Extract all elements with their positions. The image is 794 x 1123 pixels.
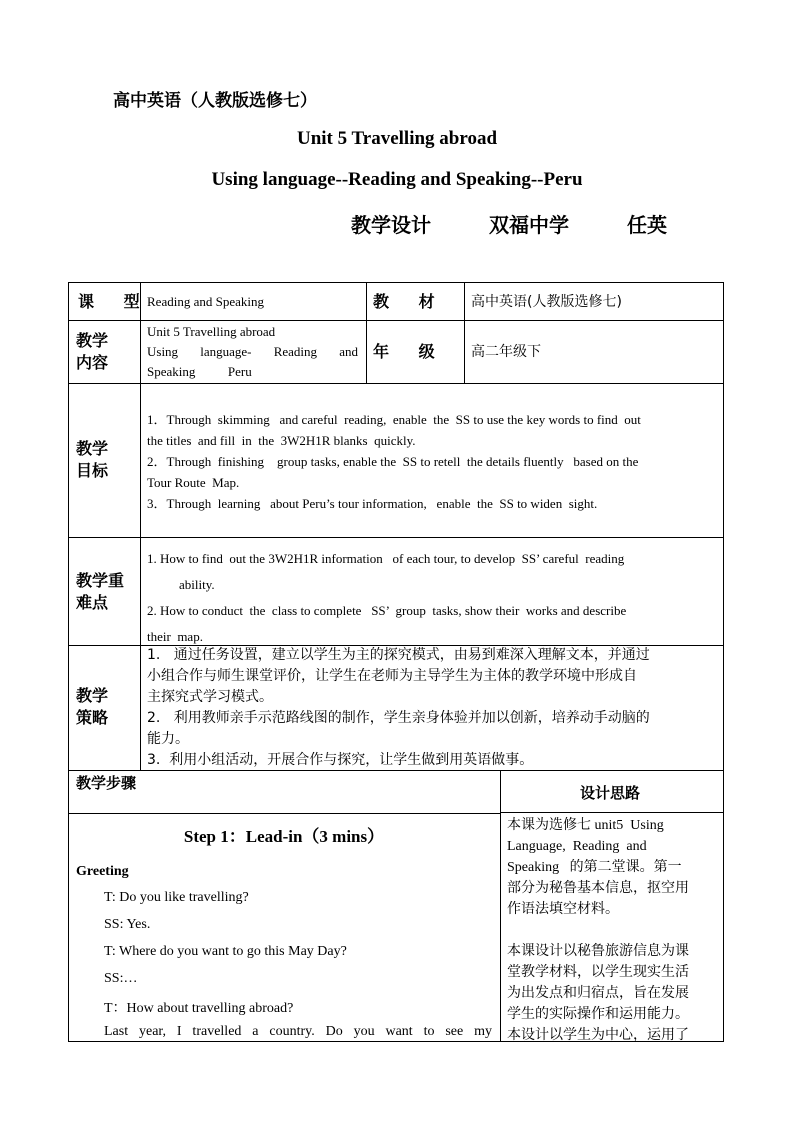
design-note-line: Speaking 的第二堂课。第一 — [507, 860, 682, 875]
strategy-line: 主探究式学习模式。 — [147, 689, 273, 705]
design-note-line: 堂教学材料，以学生现实生活 — [507, 965, 689, 980]
grade-label: 年 级 — [373, 342, 447, 361]
focus-list — [147, 546, 717, 650]
design-note-line: 学生的实际操作和运用能力。 — [507, 1007, 689, 1022]
content-label: 教学内容 — [76, 331, 109, 372]
strategy-line: 2. 利用教师亲手示范路线图的制作，学生亲身体验并加以创新，培养动手动脑的 — [147, 710, 650, 726]
design-note-line: 作语法填空材料。 — [507, 902, 619, 917]
design-note-line: 为出发点和归宿点，旨在发展 — [507, 986, 689, 1001]
focus-line: 1. How to find out the 3W2H1R information of each tour, to develop SS’ careful reading — [147, 551, 625, 566]
goal-line: 1．Through skimming and careful reading, enable the SS to use the key words to find out — [147, 412, 641, 427]
dialogue-line: T：How about travelling abroad? — [104, 1001, 294, 1016]
author-line — [351, 209, 667, 238]
goal-line: 2．Through finishing group tasks, enable the SS to retell the details fluently based on the — [147, 454, 639, 469]
focus-line: their map. — [147, 629, 203, 644]
grade-value: 高二年级下 — [471, 344, 541, 360]
textbook-label: 教 材 — [373, 292, 447, 311]
design-label: 设计思路 — [580, 784, 641, 802]
goal-line: the titles and fill in the 3W2H1R blanks quickly. — [147, 433, 416, 448]
table-rule — [500, 812, 724, 813]
design-note-line: 本课设计以秘鲁旅游信息为课 — [507, 944, 689, 959]
design-note-line: 本课为选修七 unit5 Using — [507, 818, 664, 833]
focus-line: 2. How to conduct the class to complete SS’ group tasks, show their works and describe — [147, 603, 627, 618]
content-value — [147, 322, 358, 382]
goals-label: 教学目标 — [76, 439, 109, 480]
content-line: Using language- Reading and — [147, 344, 358, 359]
focus-label: 教学重难点 — [76, 571, 125, 612]
school-name: 双福中学 — [489, 215, 569, 237]
content-line: Unit 5 Travelling abroad — [147, 324, 276, 339]
goal-line: 3．Through learning about Peru’s tour information, enable the SS to widen sight. — [147, 496, 598, 511]
table-rule — [68, 320, 724, 321]
dialogue-line: T: Where do you want to go this May Day? — [104, 944, 347, 959]
strategy-line: 3. 利用小组活动，开展合作与探究，让学生做到用英语做事。 — [147, 752, 534, 768]
design-note-line — [507, 920, 717, 941]
dialogue-line: T: Do you like travelling? — [104, 890, 249, 905]
steps-label: 教学步骤 — [76, 774, 137, 792]
teacher-name: 任英 — [627, 215, 667, 237]
design-note-line: 本设计以学生为中心，运用了 — [507, 1028, 689, 1043]
dialogue-line: SS:… — [104, 971, 138, 986]
table-rule — [500, 770, 501, 1042]
strategy-list — [147, 645, 723, 771]
greeting-label: Greeting — [76, 864, 129, 879]
table-rule — [68, 537, 724, 538]
focus-line: ability. — [179, 577, 215, 592]
lesson-title: Using language--Reading and Speaking--Peru — [211, 169, 583, 190]
doc-type: 教学设计 — [351, 215, 431, 237]
goals-list — [147, 409, 717, 514]
strategy-line: 1. 通过任务设置，建立以学生为主的探究模式，由易到难深入理解文本，并通过 — [147, 647, 650, 663]
course-heading: 高中英语（人教版选修七） — [113, 91, 317, 110]
unit-title: Unit 5 Travelling abroad — [296, 128, 498, 149]
design-notes — [507, 815, 717, 1046]
strategy-label: 教学策略 — [76, 686, 109, 727]
design-note-line: Language, Reading and — [507, 839, 647, 854]
table-rule — [366, 282, 367, 383]
table-rule — [464, 282, 465, 383]
textbook-value: 高中英语(人教版选修七) — [471, 294, 622, 310]
table-rule — [140, 282, 141, 770]
table-rule — [68, 383, 724, 384]
dialogue-line: SS: Yes. — [104, 917, 151, 932]
design-note-line: 部分为秘鲁基本信息，抠空用 — [507, 881, 689, 896]
type-value: Reading and Speaking — [147, 294, 264, 309]
goal-line: Tour Route Map. — [147, 475, 240, 490]
strategy-line: 能力。 — [147, 731, 189, 747]
content-line: Speaking Peru — [147, 364, 252, 379]
dialogue-line: Last year, I travelled a country. Do you want to see my — [104, 1024, 492, 1039]
table-rule — [68, 813, 500, 814]
strategy-line: 小组合作与师生课堂评价，让学生在老师为主导学生为主体的教学环境中形成自 — [147, 668, 637, 684]
type-label: 课 型 — [78, 292, 152, 311]
step1-title: Step 1：Lead-in（3 mins） — [183, 827, 385, 846]
